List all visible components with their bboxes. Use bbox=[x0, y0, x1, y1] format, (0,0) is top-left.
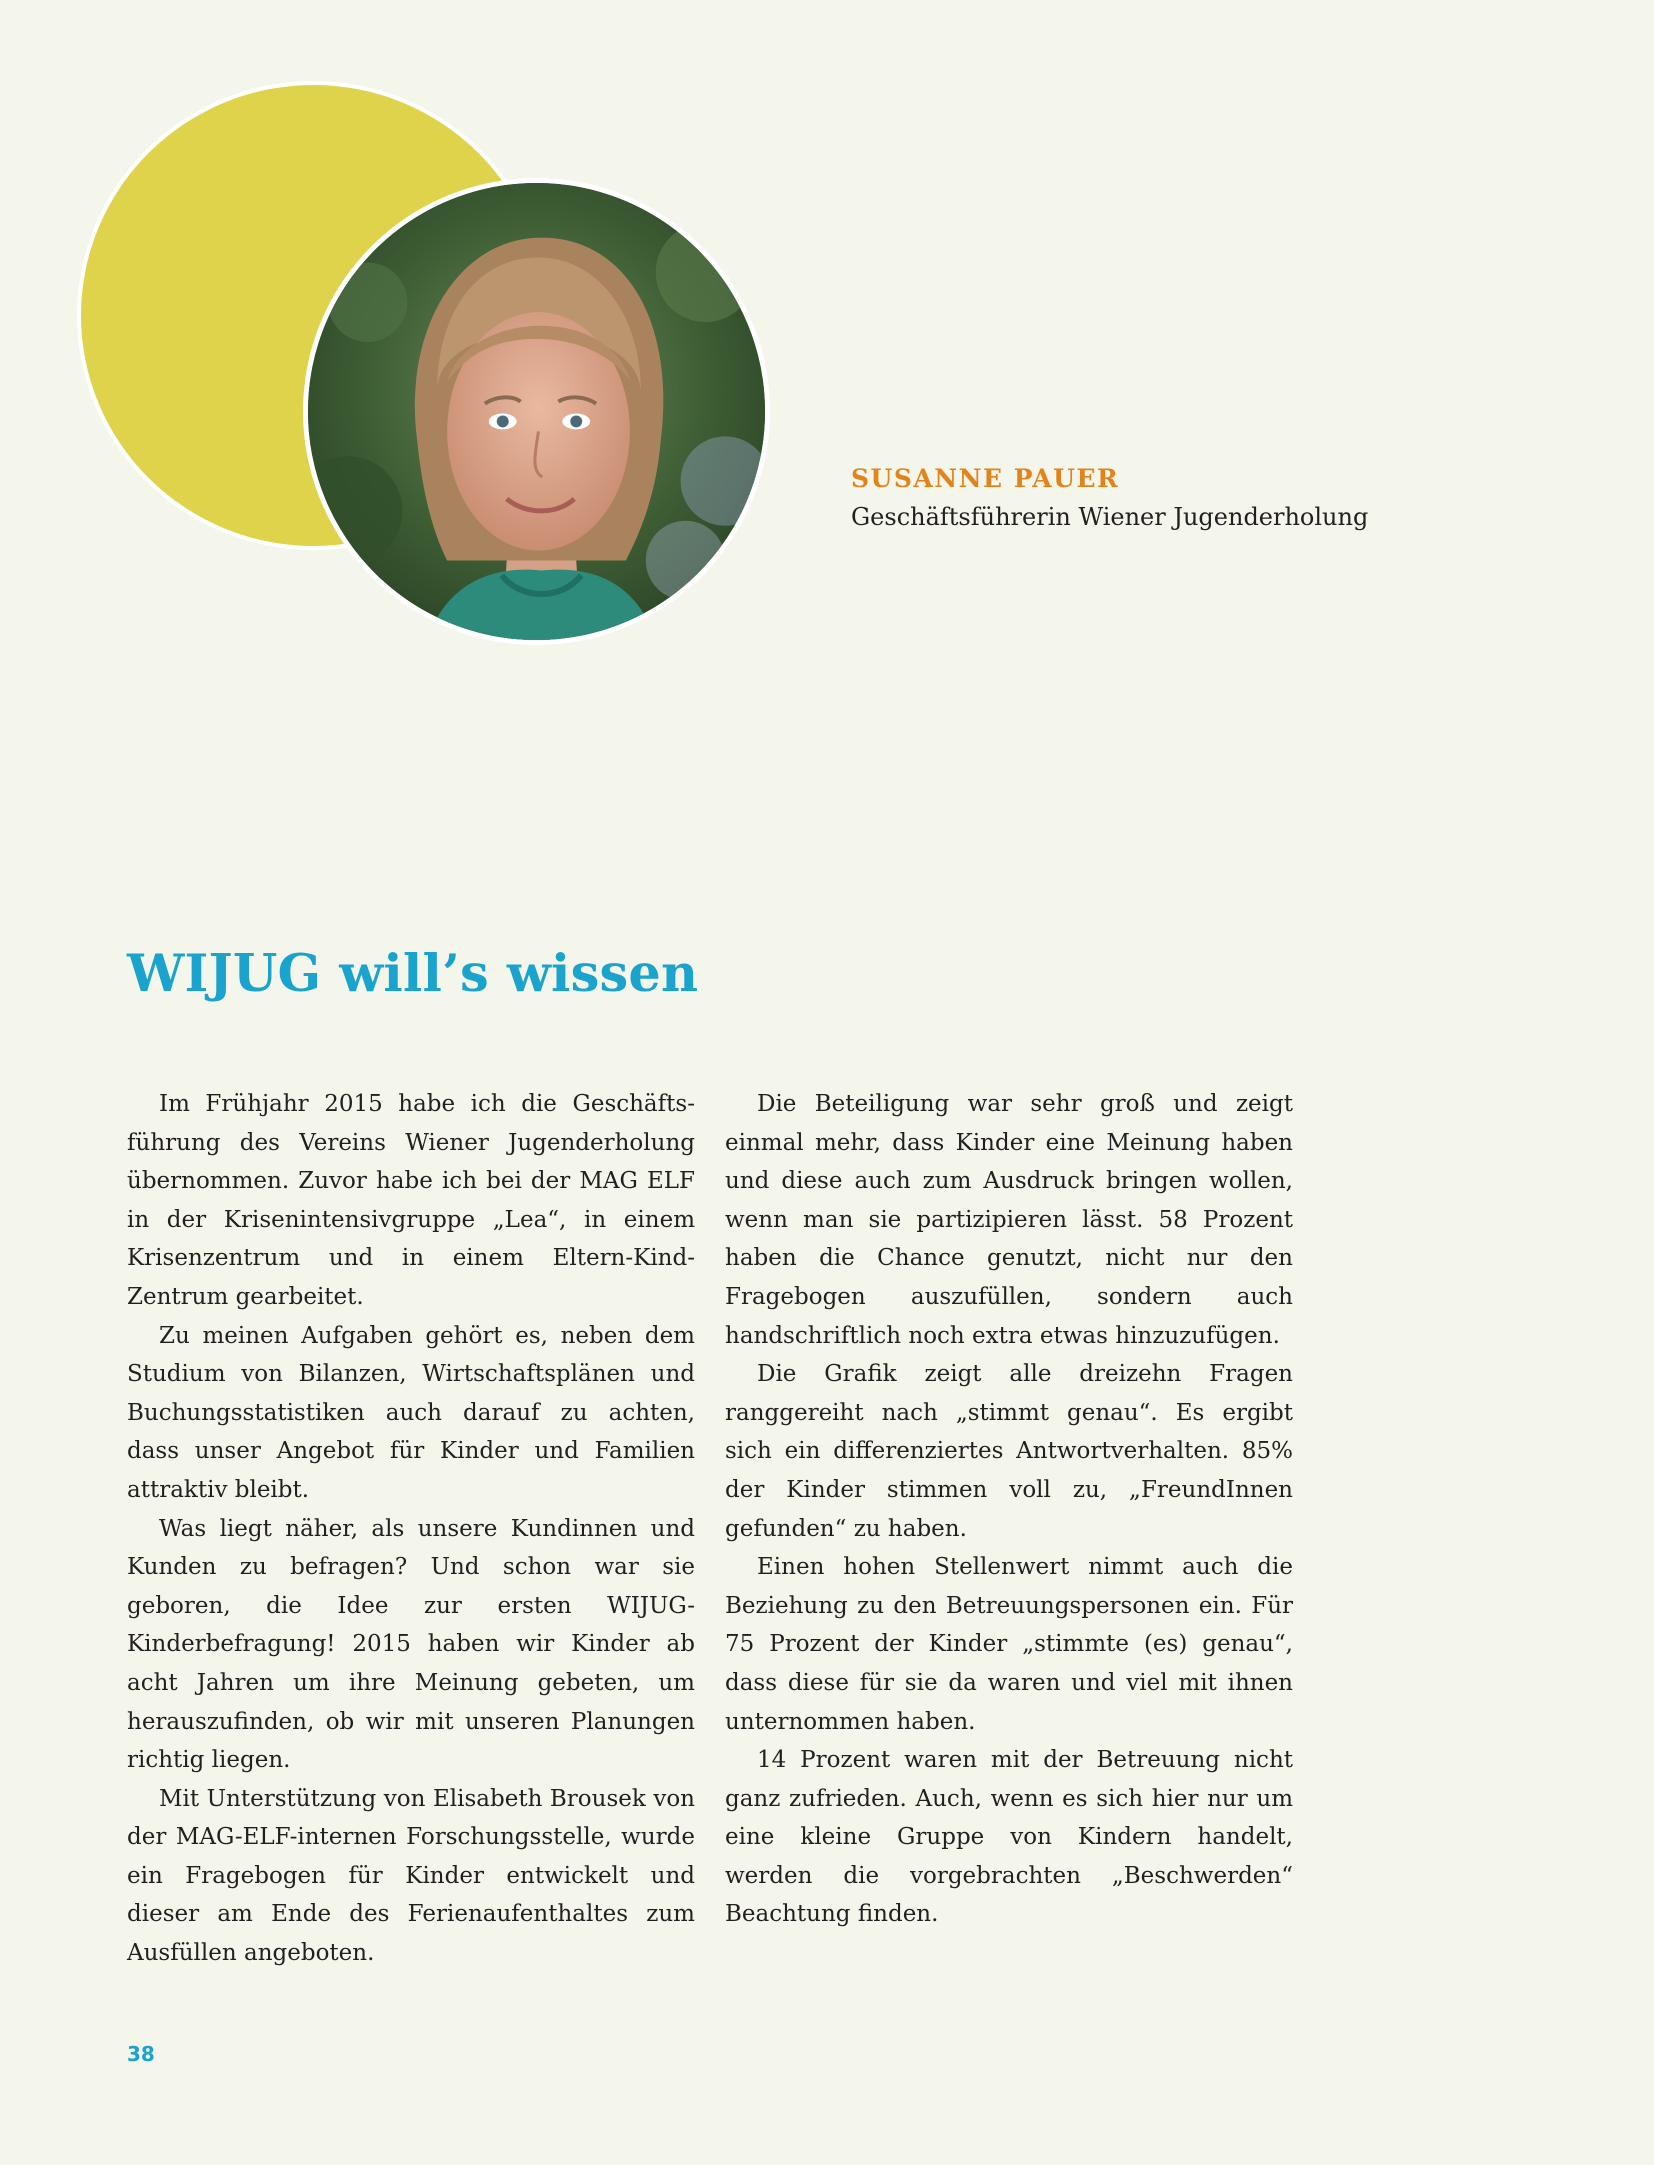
author-block bbox=[851, 462, 1368, 536]
paragraph: Einen hohen Stellenwert nimmt auch die Beziehung zu den Betreuungspersonen ein. Für 75 Prozent der Kinder „stimmte (es) genau“, dass diese für sie da waren und viel mit ihnen unternommen haben. bbox=[725, 1554, 1293, 1735]
author-portrait bbox=[303, 178, 770, 645]
paragraph: Zu meinen Aufgaben gehört es, neben dem Studium von Bilanzen, Wirtschaftsplänen und Buchungsstatistiken auch darauf zu achten, dass unser Angebot für Kinder und Familien attraktiv bleibt. bbox=[127, 1322, 695, 1503]
author-name: SUSANNE PAUER bbox=[851, 464, 1120, 493]
paragraph: Was liegt näher, als unsere Kundinnen und Kunden zu befragen? Und schon war sie geboren, die Idee zur ersten WIJUG-Kinderbefragung! 2015 haben wir Kinder ab acht Jahren um ihre Meinung gebeten, um herauszufinden, ob wir mit unseren Planungen richtig liegen. bbox=[127, 1515, 695, 1774]
paragraph: 14 Prozent waren mit der Betreuung nicht ganz zufrieden. Auch, wenn es sich hier nur um eine kleine Gruppe von Kindern handelt, werden die vorgebrachten „Beschwerden“ Beachtung finden. bbox=[725, 1747, 1293, 1928]
portrait-illustration bbox=[308, 183, 765, 640]
author-role: Geschäftsführerin Wiener Jugenderholung bbox=[851, 503, 1369, 531]
article-column-left bbox=[127, 1085, 695, 1973]
paragraph: Die Grafik zeigt alle dreizehn Fragen ranggereiht nach „stimmt genau“. Es ergibt sich ein differenziertes Antwortverhalten. 85% der Kinder stimmen voll zu, „FreundInnen gefunden“ zu haben. bbox=[725, 1361, 1293, 1542]
paragraph: Die Beteiligung war sehr groß und zeigt einmal mehr, dass Kinder eine Meinung haben und diese auch zum Ausdruck bringen wollen, wenn man sie partizipieren lässt. 58 Prozent haben die Chance genutzt, nicht nur den Fragebogen auszufüllen, sondern auch handschriftlich noch extra etwas hinzuzufügen. bbox=[725, 1091, 1293, 1349]
paragraph: Mit Unterstützung von Elisabeth Brousek von der MAG-ELF-internen Forschungsstelle, wurde ein Fragebogen für Kinder entwickelt und dieser am Ende des Ferienaufenthaltes zum Ausfüllen angeboten. bbox=[127, 1785, 695, 1967]
article-column-right bbox=[725, 1085, 1293, 1934]
page-number: 38 bbox=[127, 2042, 155, 2066]
article-title: WIJUG will’s wissen bbox=[127, 944, 699, 1004]
paragraph: Im Frühjahr 2015 habe ich die Geschäftsführung des Vereins Wiener Jugenderholung übernommen. Zuvor habe ich bei der MAG ELF in der Krisenintensivgruppe „Lea“, in einem Krisenzentrum und in einem Eltern-Kind-Zentrum gearbeitet. bbox=[127, 1091, 695, 1310]
